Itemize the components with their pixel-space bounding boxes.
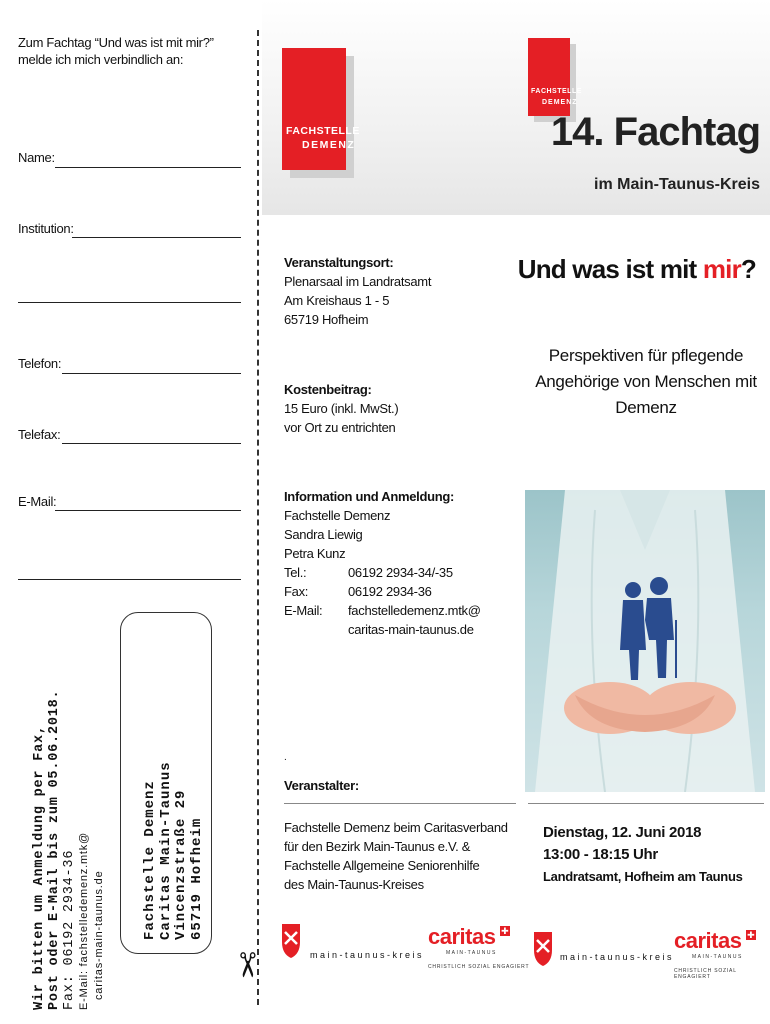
organizer-line-1: Fachstelle Demenz beim Caritasverband bbox=[284, 820, 508, 835]
contact-line-1: Fachstelle Demenz bbox=[284, 508, 391, 523]
event-separator bbox=[528, 803, 764, 804]
scissors-icon: ✂ bbox=[227, 950, 266, 980]
headline-suffix: ? bbox=[740, 254, 756, 284]
organizer-line-3: Fachstelle Allgemeine Seniorenhilfe bbox=[284, 858, 480, 873]
cost-block bbox=[284, 380, 398, 437]
email-label: E-Mail: bbox=[18, 494, 57, 509]
name-label: Name: bbox=[18, 150, 55, 165]
event-title: 14. Fachtag bbox=[550, 110, 760, 154]
stamp-line-1: Fachstelle Demenz bbox=[142, 780, 158, 940]
institution-field[interactable] bbox=[72, 237, 241, 238]
cut-line bbox=[257, 30, 259, 1005]
email-value-2[interactable]: caritas-main-taunus.de bbox=[348, 622, 474, 637]
hero-photo bbox=[525, 490, 765, 792]
telefon-field[interactable] bbox=[62, 373, 241, 374]
tel-value: 06192 2934-34/-35 bbox=[348, 565, 453, 580]
institution-field-line2[interactable] bbox=[18, 302, 241, 303]
telefax-field[interactable] bbox=[62, 443, 241, 444]
cost-heading: Kostenbeitrag: bbox=[284, 382, 372, 397]
cost-line-1: 15 Euro (inkl. MwSt.) bbox=[284, 401, 399, 416]
contact-heading: Information und Anmeldung: bbox=[284, 489, 455, 504]
email-field[interactable] bbox=[55, 510, 241, 511]
main-headline bbox=[518, 254, 756, 285]
rotated-deadline-note bbox=[32, 690, 107, 1010]
mtk-text-right: main-taunus-kreis bbox=[560, 952, 675, 962]
mtk-logo-middle bbox=[280, 920, 302, 965]
note-line-4: E-Mail: fachstelledemenz.mtk@ bbox=[78, 831, 90, 1010]
event-details bbox=[543, 822, 743, 888]
hands-holding-family-illustration bbox=[525, 490, 765, 792]
note-line-5: caritas-main-taunus.de bbox=[93, 870, 105, 1000]
stamp-line-3: Vincenzstraße 29 bbox=[173, 789, 189, 940]
fax-label: Fax: bbox=[284, 584, 309, 599]
logo-line-1: FACHSTELLE bbox=[286, 125, 360, 137]
caritas-cross-icon: ✚ bbox=[501, 926, 509, 936]
organizer-separator bbox=[284, 803, 516, 804]
logo-line-2: DEMENZ bbox=[302, 139, 356, 151]
extra-field-line[interactable] bbox=[18, 579, 241, 580]
telefax-label: Telefax: bbox=[18, 427, 61, 442]
organizer-line-2: für den Bezirk Main-Taunus e.V. & bbox=[284, 839, 471, 854]
institution-label: Institution: bbox=[18, 221, 74, 236]
cost-line-2: vor Ort zu entrichten bbox=[284, 420, 396, 435]
name-field[interactable] bbox=[55, 167, 241, 168]
logo-small-line-2: DEMENZ bbox=[542, 99, 578, 106]
caritas-sub-right: CHRISTLICH SOZIAL ENGAGIERT bbox=[674, 968, 737, 980]
telefon-label: Telefon: bbox=[18, 356, 62, 371]
stamp-line-2: Caritas Main-Taunus bbox=[157, 761, 174, 940]
note-line-1: Wir bitten um Anmeldung per Fax, bbox=[32, 725, 47, 1010]
venue-heading: Veranstaltungsort: bbox=[284, 255, 394, 270]
event-place: Landratsamt, Hofheim am Taunus bbox=[543, 869, 743, 884]
address-stamp bbox=[143, 761, 205, 940]
tel-label: Tel.: bbox=[284, 565, 307, 580]
caritas-logo-right bbox=[674, 928, 770, 980]
venue-line-3: 65719 Hofheim bbox=[284, 312, 369, 327]
contact-line-2: Sandra Liewig bbox=[284, 527, 363, 542]
caritas-wordmark: caritas bbox=[428, 924, 496, 949]
caritas-sub: CHRISTLICH SOZIAL ENGAGIERT bbox=[428, 964, 530, 970]
organizer-heading: Veranstalter: bbox=[284, 778, 359, 793]
stamp-line-4: 65719 Hofheim bbox=[188, 817, 205, 940]
organizer-block bbox=[284, 818, 508, 894]
caritas-area-right: MAIN-TAUNUS bbox=[692, 954, 743, 960]
tagline-line-1: Perspektiven für pflegende bbox=[548, 346, 744, 365]
mtk-logo-right bbox=[532, 928, 554, 973]
tagline bbox=[528, 343, 764, 421]
venue-line-1: Plenarsaal im Landratsamt bbox=[284, 274, 432, 289]
registration-intro: Zum Fachtag “Und was ist mit mir?” melde ich mich verbindlich an: bbox=[18, 35, 214, 67]
tagline-line-2: Angehörige von Menschen mit bbox=[535, 372, 757, 391]
venue-line-2: Am Kreishaus 1 - 5 bbox=[284, 293, 390, 308]
caritas-wordmark-right: caritas bbox=[674, 928, 742, 953]
fachstelle-logo-large bbox=[282, 48, 360, 178]
headline-highlight: mir bbox=[702, 254, 741, 284]
note-line-2: Post oder E-Mail bis zum 05.06.2018. bbox=[47, 689, 62, 1010]
caritas-cross-icon-right: ✚ bbox=[747, 930, 755, 940]
event-subtitle: im Main-Taunus-Kreis bbox=[594, 176, 760, 193]
email-value-1[interactable]: fachstelledemenz.mtk@ bbox=[348, 603, 481, 618]
headline-prefix: Und was ist mit bbox=[517, 254, 703, 284]
contact-block bbox=[284, 487, 514, 639]
caritas-logo-middle bbox=[428, 924, 529, 970]
event-date: Dienstag, 12. Juni 2018 bbox=[543, 824, 702, 841]
mtk-crest-icon bbox=[280, 920, 302, 960]
caritas-area: MAIN-TAUNUS bbox=[446, 950, 497, 956]
mtk-text-middle: main-taunus-kreis bbox=[310, 950, 425, 960]
stray-dot: . bbox=[284, 752, 287, 763]
venue-block bbox=[284, 253, 431, 329]
organizer-line-4: des Main-Taunus-Kreises bbox=[284, 877, 424, 892]
note-line-3: Fax: 06192 2934-36 bbox=[62, 849, 77, 1010]
email-contact-label: E-Mail: bbox=[284, 603, 323, 618]
contact-line-3: Petra Kunz bbox=[284, 546, 346, 561]
fax-value: 06192 2934-36 bbox=[348, 584, 432, 599]
event-time: 13:00 - 18:15 Uhr bbox=[543, 846, 658, 863]
mtk-crest-icon-right bbox=[532, 928, 554, 968]
logo-small-line-1: FACHSTELLE bbox=[531, 88, 582, 95]
tagline-line-3: Demenz bbox=[615, 398, 677, 417]
